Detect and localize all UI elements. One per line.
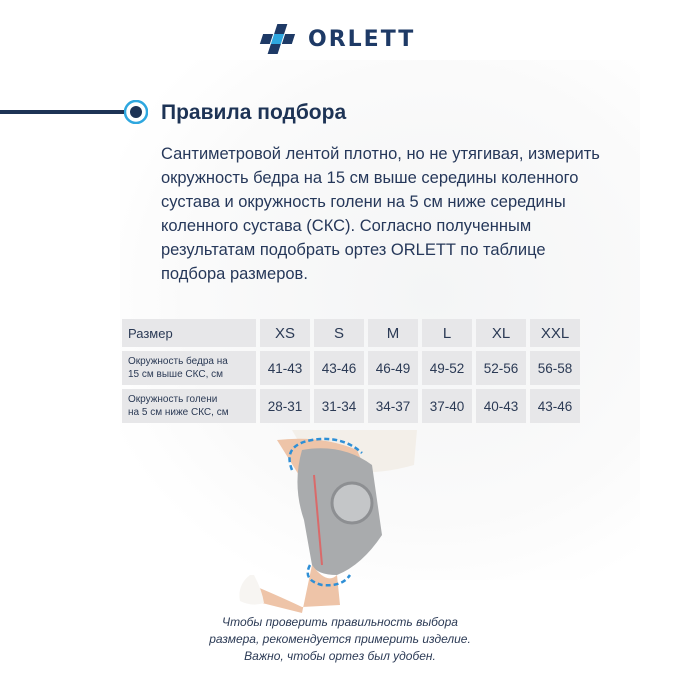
brand-name: ORLETT — [308, 26, 416, 52]
size-col-s: S — [314, 319, 364, 347]
size-table — [118, 315, 584, 427]
row-label-shin-line2: на 5 см ниже СКС, см — [128, 407, 229, 418]
section-divider-line — [0, 110, 130, 114]
note-line2: размера, рекомендуется примерить изделие. — [209, 632, 471, 646]
table-cell: 43-46 — [314, 351, 364, 385]
section-title: Правила подбора — [161, 101, 347, 124]
patella-ring — [332, 483, 372, 523]
note-line1: Чтобы проверить правильность выбора — [222, 615, 458, 629]
table-cell: 34-37 — [368, 389, 418, 423]
row-label-thigh — [122, 351, 256, 385]
size-header-label: Размер — [122, 319, 256, 347]
size-col-m: M — [368, 319, 418, 347]
size-table-header-row — [122, 319, 580, 347]
knee-brace-illustration — [232, 425, 432, 615]
note-line3: Важно, чтобы ортез был удобен. — [244, 649, 436, 663]
table-cell: 56-58 — [530, 351, 580, 385]
shoe-shape — [239, 575, 264, 605]
table-cell: 31-34 — [314, 389, 364, 423]
size-col-l: L — [422, 319, 472, 347]
table-cell: 43-46 — [530, 389, 580, 423]
brand-logo — [256, 22, 415, 56]
table-cell: 46-49 — [368, 351, 418, 385]
table-row-shin — [122, 389, 580, 423]
table-row-thigh — [122, 351, 580, 385]
row-label-shin-line1: Окружность голени — [128, 394, 218, 405]
table-cell: 28-31 — [260, 389, 310, 423]
size-col-xs: XS — [260, 319, 310, 347]
table-cell: 52-56 — [476, 351, 526, 385]
section-bullet-icon — [124, 100, 148, 124]
row-label-thigh-line2: 15 см выше СКС, см — [128, 369, 224, 380]
table-cell: 49-52 — [422, 351, 472, 385]
table-cell: 41-43 — [260, 351, 310, 385]
row-label-thigh-line1: Окружность бедра на — [128, 356, 228, 367]
size-col-xl: XL — [476, 319, 526, 347]
size-col-xxl: XXL — [530, 319, 580, 347]
table-cell: 37-40 — [422, 389, 472, 423]
orlett-cross-icon — [256, 22, 298, 56]
table-cell: 40-43 — [476, 389, 526, 423]
row-label-shin — [122, 389, 256, 423]
intro-paragraph: Сантиметровой лентой плотно, но не утягивая, измерить окружность бедра на 15 см выше середины коленного сустава и окружность голени на 5 см ниже середины коленного сустава (СКС). Согласно полученным результатам подобрать ортез ORLETT по таблице подбора размеров. — [161, 145, 600, 283]
fitting-note — [200, 614, 480, 665]
